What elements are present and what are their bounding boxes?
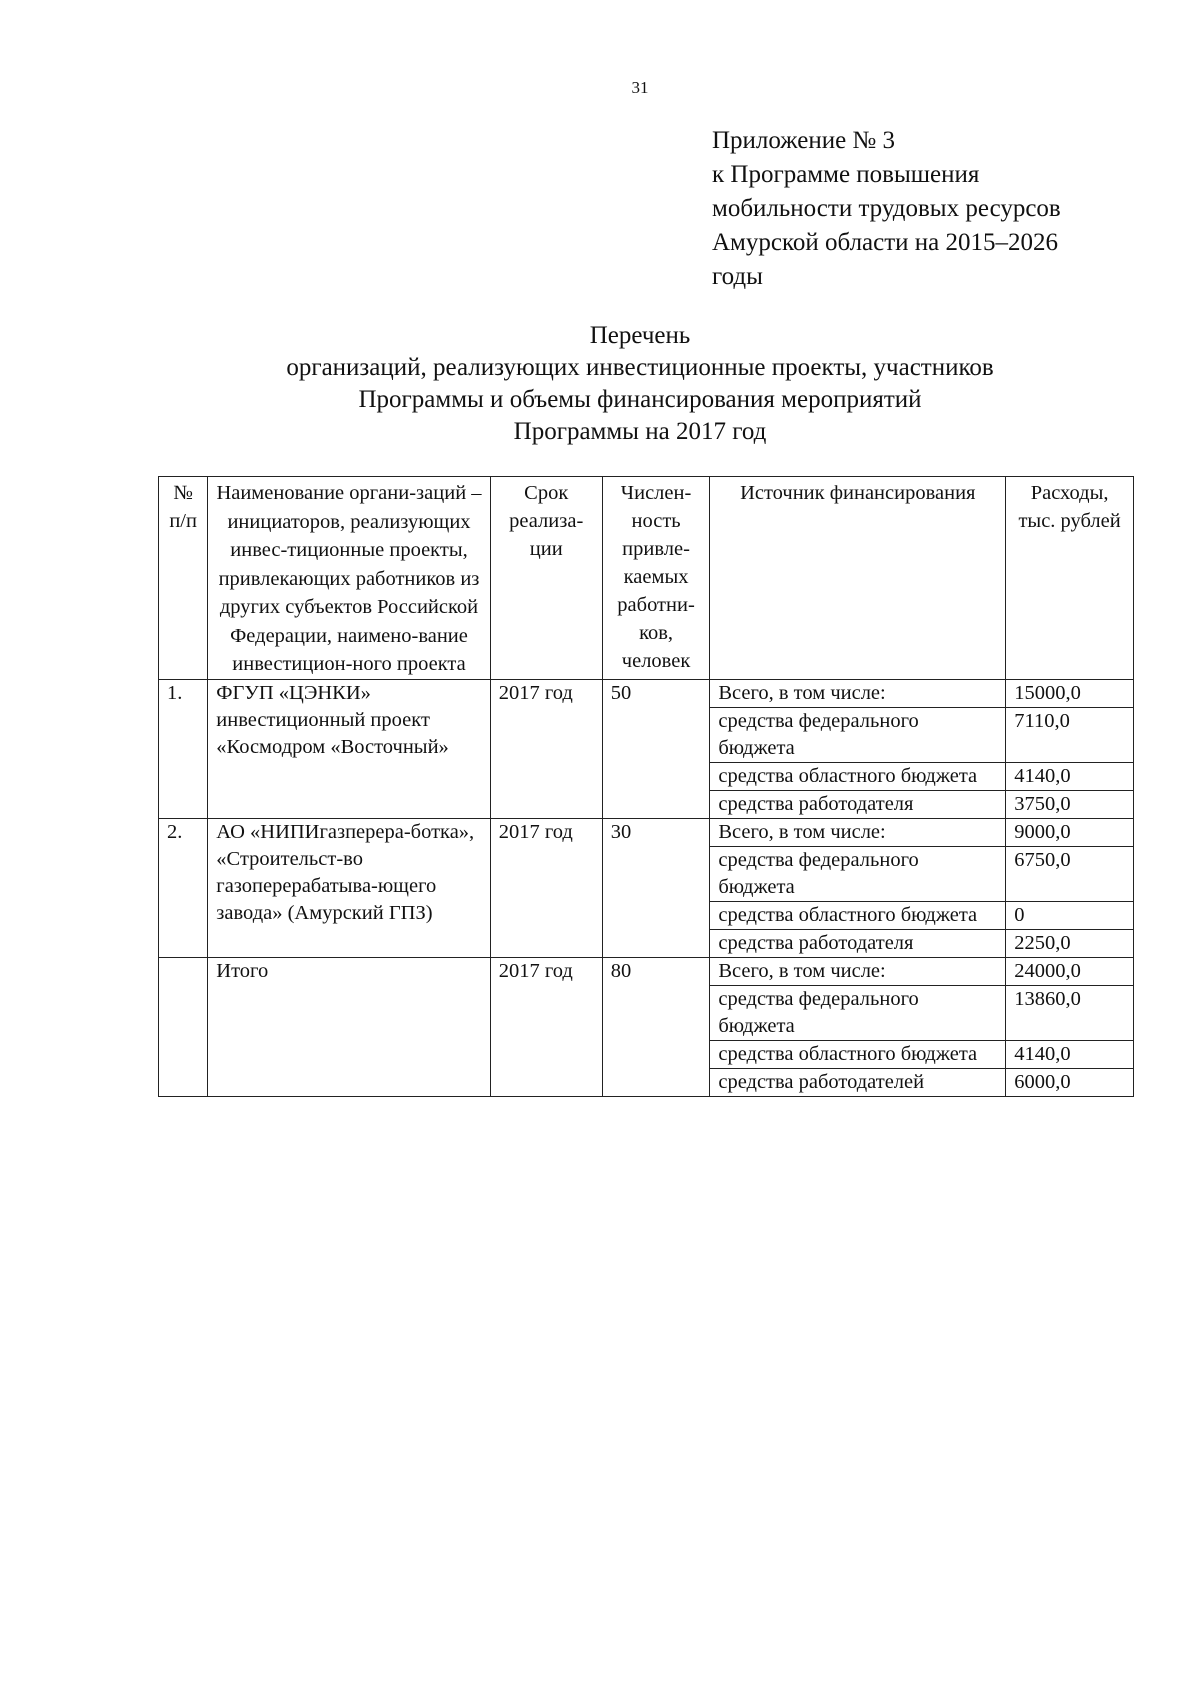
annex-line: мобильности трудовых ресурсов (712, 195, 1061, 222)
annex-heading (712, 124, 1152, 294)
financing-table (158, 476, 1134, 1097)
title-line: Программы и объемы финансирования мероприятий (358, 386, 922, 413)
header-source: Источник финансирования (710, 477, 1006, 680)
title-line: Перечень (589, 322, 691, 349)
header-expenses: Расходы, тыс. рублей (1006, 477, 1134, 680)
annex-line: Приложение № 3 (712, 127, 896, 154)
page-number: 31 (631, 78, 649, 97)
funding-source-cell: средства областного бюджета (710, 1040, 1006, 1068)
table-header-row (159, 477, 1134, 680)
row-name-cell: АО «НИПИгазперера-ботка», «Строительст-во газоперерабатыва-ющего завода» (Амурский ГПЗ) (208, 818, 490, 957)
title-line: Программы на 2017 год (513, 418, 767, 445)
expense-value-cell: 7110,0 (1006, 707, 1134, 762)
expense-value-cell: 0 (1006, 901, 1134, 929)
funding-source-cell: Всего, в том числе: (710, 818, 1006, 846)
annex-line: Амурской области на 2015–2026 (712, 229, 1059, 256)
row-name-cell: ФГУП «ЦЭНКИ» инвестиционный проект «Космодром «Восточный» (208, 679, 490, 818)
table-body (159, 679, 1134, 1096)
row-name-cell: Итого (208, 957, 490, 1096)
row-count-cell: 30 (602, 818, 710, 957)
funding-source-cell: средства федерального бюджета (710, 846, 1006, 901)
row-term-cell: 2017 год (490, 957, 602, 1096)
header-count: Числен-ность привле-каемых работни-ков, человек (602, 477, 710, 680)
title-line: организаций, реализующих инвестиционные проекты, участников (286, 354, 994, 381)
document-title (140, 320, 1140, 448)
funding-source-cell: средства работодателя (710, 790, 1006, 818)
row-term-cell: 2017 год (490, 679, 602, 818)
table-row (159, 957, 1134, 985)
expense-value-cell: 4140,0 (1006, 762, 1134, 790)
funding-source-cell: Всего, в том числе: (710, 957, 1006, 985)
expense-value-cell: 13860,0 (1006, 985, 1134, 1040)
funding-source-cell: средства работодателя (710, 929, 1006, 957)
expense-value-cell: 3750,0 (1006, 790, 1134, 818)
expense-value-cell: 9000,0 (1006, 818, 1134, 846)
expense-value-cell: 24000,0 (1006, 957, 1134, 985)
expense-value-cell: 4140,0 (1006, 1040, 1134, 1068)
row-num-cell: 1. (159, 679, 208, 818)
funding-source-cell: средства работодателей (710, 1068, 1006, 1096)
header-name: Наименование органи-заций – инициаторов, реализующих инвес-тиционные проекты, привлекающих работников из других субъектов Российской Федерации, наимено-вание инвестицион-ного проекта (208, 477, 490, 680)
row-count-cell: 50 (602, 679, 710, 818)
table-row (159, 679, 1134, 707)
expense-value-cell: 2250,0 (1006, 929, 1134, 957)
table-row (159, 818, 1134, 846)
row-count-cell: 80 (602, 957, 710, 1096)
funding-source-cell: средства областного бюджета (710, 762, 1006, 790)
expense-value-cell: 6000,0 (1006, 1068, 1134, 1096)
funding-source-cell: Всего, в том числе: (710, 679, 1006, 707)
row-term-cell: 2017 год (490, 818, 602, 957)
expense-value-cell: 6750,0 (1006, 846, 1134, 901)
funding-source-cell: средства федерального бюджета (710, 707, 1006, 762)
funding-source-cell: средства областного бюджета (710, 901, 1006, 929)
annex-line: годы (712, 263, 763, 290)
header-num: № п/п (159, 477, 208, 680)
annex-line: к Программе повышения (712, 161, 980, 188)
row-num-cell (159, 957, 208, 1096)
row-num-cell: 2. (159, 818, 208, 957)
funding-source-cell: средства федерального бюджета (710, 985, 1006, 1040)
header-term: Срок реализа-ции (490, 477, 602, 680)
expense-value-cell: 15000,0 (1006, 679, 1134, 707)
